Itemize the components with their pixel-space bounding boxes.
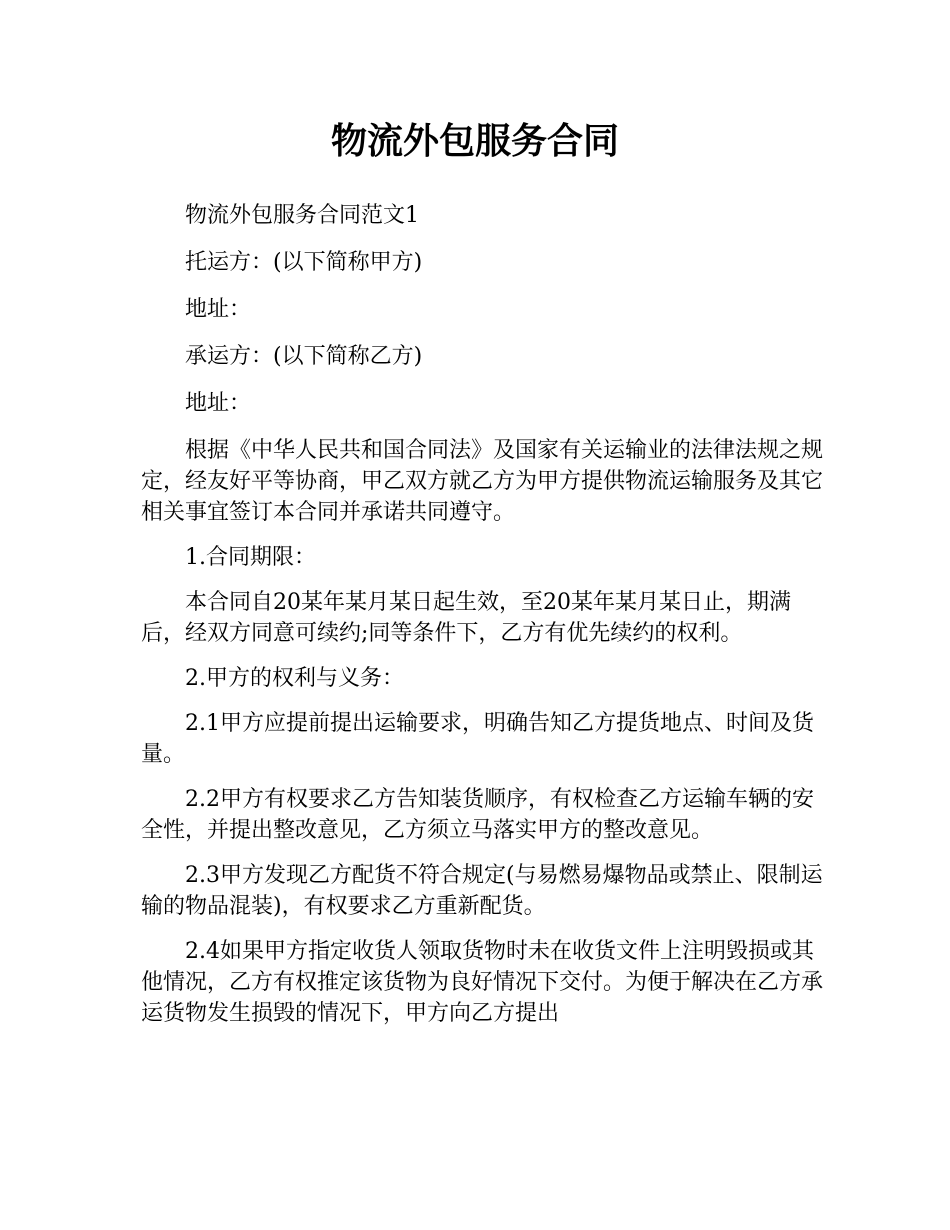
paragraph-clause-2-3: 2.3甲方发现乙方配货不符合规定(与易燃易爆物品或禁止、限制运输的物品混装)，有权要求乙方重新配货。 [141, 863, 823, 919]
document-title: 物流外包服务合同 [330, 121, 619, 162]
paragraph-carrier: 承运方：(以下简称乙方) [185, 344, 423, 369]
paragraph-subtitle: 物流外包服务合同范文1 [185, 203, 419, 228]
paragraph-consignor: 托运方：(以下简称甲方) [185, 250, 423, 275]
paragraph-section-1-body: 本合同自20某年某月某日起生效，至20某年某月某日止，期满后，经双方同意可续约;同等条件下，乙方有优先续约的权利。 [141, 590, 791, 646]
paragraph-section-2-heading: 2.甲方的权利与义务： [185, 666, 404, 691]
paragraph-section-1-heading: 1.合同期限： [185, 545, 316, 570]
paragraph-consignor-address: 地址： [185, 297, 252, 322]
paragraph-preamble: 根据《中华人民共和国合同法》及国家有关运输业的法律法规之规定，经友好平等协商，甲乙双方就乙方为甲方提供物流运输服务及其它相关事宜签订本合同并承诺共同遵守。 [141, 438, 824, 525]
document-body [141, 200, 831, 1043]
paragraph-carrier-address: 地址： [185, 391, 252, 416]
paragraph-clause-2-1: 2.1甲方应提前提出运输要求，明确告知乙方提货地点、时间及货量。 [141, 711, 814, 767]
paragraph-clause-2-2: 2.2甲方有权要求乙方告知装货顺序，有权检查乙方运输车辆的安全性，并提出整改意见，乙方须立马落实甲方的整改意见。 [141, 787, 814, 843]
paragraph-clause-2-4: 2.4如果甲方指定收货人领取货物时未在收货文件上注明毁损或其他情况，乙方有权推定该货物为良好情况下交付。为便于解决在乙方承运货物发生损毁的情况下，甲方向乙方提出 [141, 939, 824, 1026]
